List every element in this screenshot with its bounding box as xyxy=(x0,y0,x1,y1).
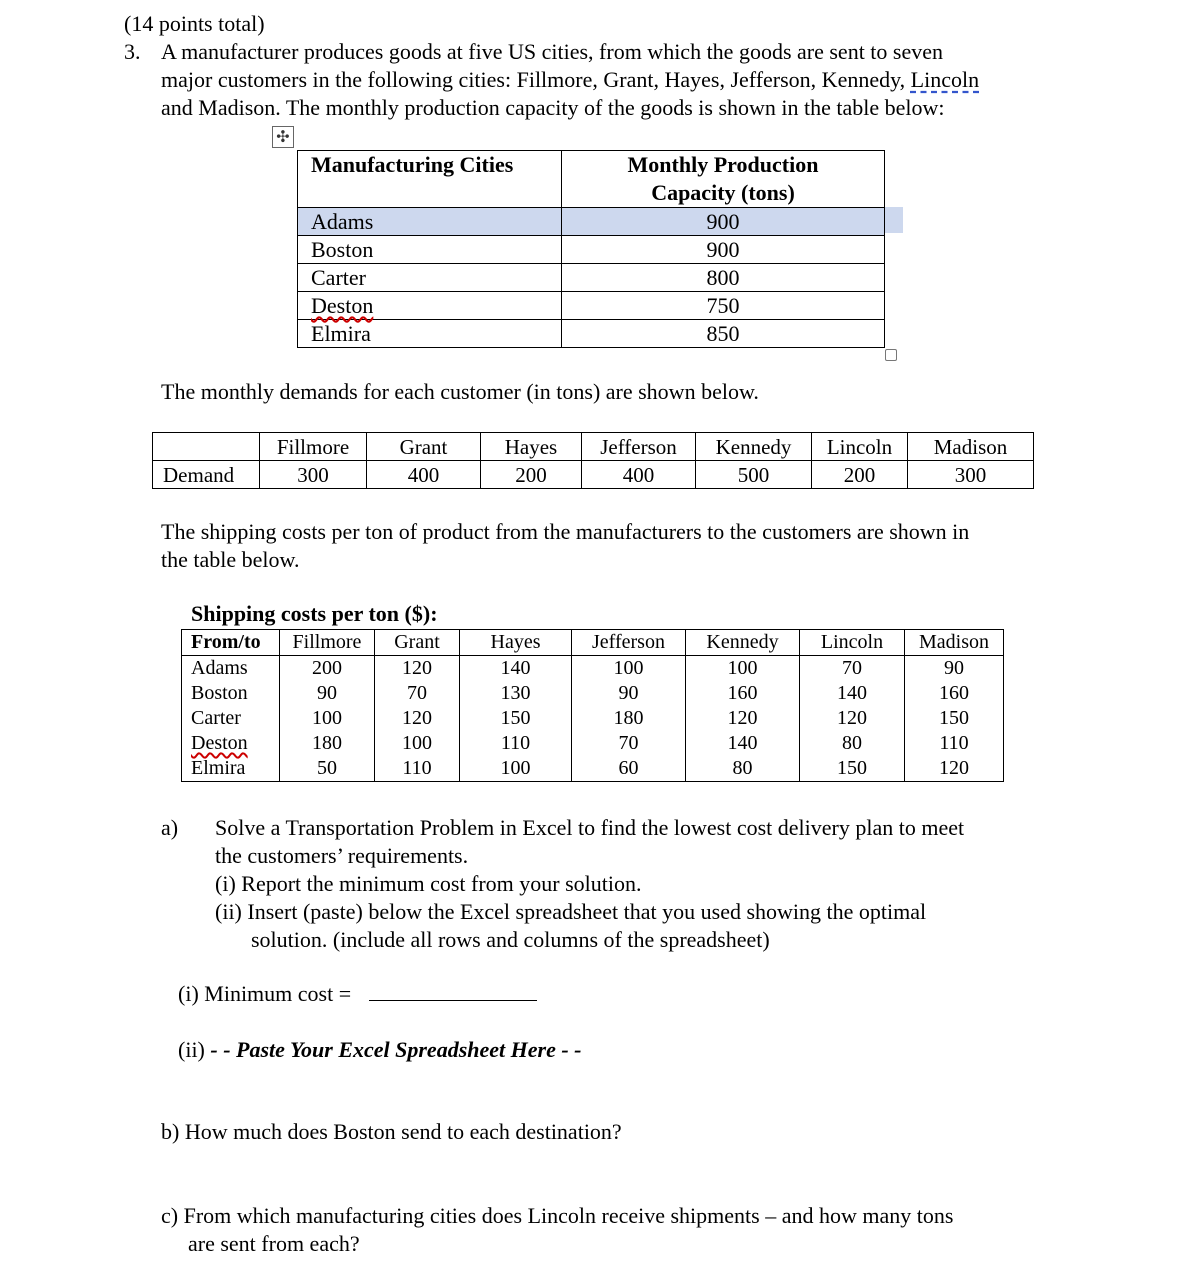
cost-cell[interactable]: 60 xyxy=(572,756,686,782)
shipping-intro-line-2: the table below. xyxy=(161,547,300,572)
city-cell[interactable] xyxy=(298,292,562,320)
shipping-table-title: Shipping costs per ton ($): xyxy=(191,601,438,626)
table-row xyxy=(182,756,1004,782)
cost-cell[interactable]: 180 xyxy=(280,731,375,756)
table-row xyxy=(182,706,1004,731)
shipping-header-row xyxy=(182,630,1004,656)
table-resize-handle[interactable] xyxy=(885,349,897,361)
demand-header-row xyxy=(153,433,1034,461)
shipping-header-cell[interactable]: Madison xyxy=(905,630,1004,656)
cost-cell[interactable]: 80 xyxy=(686,756,800,782)
cost-cell[interactable]: 90 xyxy=(280,681,375,706)
demand-table xyxy=(152,432,1034,489)
minimum-cost-answer xyxy=(178,980,537,1008)
cost-cell[interactable]: 70 xyxy=(572,731,686,756)
cost-cell[interactable]: 70 xyxy=(375,681,460,706)
problem-line-3: and Madison. The monthly production capacity of the goods is shown in the table below: xyxy=(161,95,945,120)
cost-cell[interactable]: 180 xyxy=(572,706,686,731)
cost-cell[interactable]: 160 xyxy=(686,681,800,706)
deston-spelling: Deston xyxy=(191,732,248,754)
from-city-cell[interactable]: Adams xyxy=(182,656,280,682)
shipping-header-cell[interactable]: Lincoln xyxy=(800,630,905,656)
cost-cell[interactable]: 50 xyxy=(280,756,375,782)
cost-cell[interactable]: 150 xyxy=(460,706,572,731)
demand-value-cell[interactable]: 200 xyxy=(481,461,582,489)
paste-prefix: (ii) xyxy=(178,1037,211,1062)
problem-line-2 xyxy=(161,66,979,94)
header-capacity-line-2: Capacity (tons) xyxy=(651,180,795,205)
table-row[interactable] xyxy=(298,292,885,320)
capacity-cell[interactable]: 850 xyxy=(562,320,885,348)
capacity-cell[interactable]: 750 xyxy=(562,292,885,320)
cost-cell[interactable]: 110 xyxy=(905,731,1004,756)
demand-value-cell[interactable]: 300 xyxy=(260,461,367,489)
shipping-costs-table xyxy=(181,629,1004,782)
problem-number: 3. xyxy=(124,39,141,64)
cost-cell[interactable]: 130 xyxy=(460,681,572,706)
from-city-cell[interactable]: Carter xyxy=(182,706,280,731)
header-capacity-line-1: Monthly Production xyxy=(627,152,819,177)
part-a-sub-ii-line-2: solution. (include all rows and columns of the spreadsheet) xyxy=(251,927,770,952)
cost-cell[interactable]: 90 xyxy=(905,656,1004,682)
demand-value-cell[interactable]: 400 xyxy=(367,461,481,489)
part-a-sub-i: (i) Report the minimum cost from your solution. xyxy=(215,871,642,896)
cost-cell[interactable]: 140 xyxy=(800,681,905,706)
lincoln-word: Lincoln xyxy=(910,67,980,92)
table-row[interactable] xyxy=(298,264,885,292)
cost-cell[interactable]: 100 xyxy=(572,656,686,682)
points-total: (14 points total) xyxy=(124,11,265,36)
production-capacity-table xyxy=(297,150,885,348)
capacity-cell[interactable]: 900 xyxy=(562,236,885,264)
customer-cell[interactable]: Fillmore xyxy=(260,433,367,461)
demand-intro: The monthly demands for each customer (in tons) are shown below. xyxy=(161,379,759,404)
paste-spreadsheet-line xyxy=(178,1036,582,1064)
table-row xyxy=(182,656,1004,682)
table-row xyxy=(182,731,1004,756)
part-a-line-1: Solve a Transportation Problem in Excel to find the lowest cost delivery plan to meet xyxy=(215,815,965,840)
part-c-line-1: c) From which manufacturing cities does Lincoln receive shipments – and how many tons xyxy=(161,1203,954,1228)
cost-cell[interactable]: 80 xyxy=(800,731,905,756)
shipping-header-cell[interactable]: Hayes xyxy=(460,630,572,656)
demand-corner-cell[interactable] xyxy=(153,433,260,461)
table-header-row xyxy=(298,151,885,208)
part-b-question: b) How much does Boston send to each destination? xyxy=(161,1119,622,1144)
cost-cell[interactable]: 90 xyxy=(572,681,686,706)
paste-spreadsheet-placeholder[interactable]: - - Paste Your Excel Spreadsheet Here - - xyxy=(210,1037,582,1062)
from-city-cell[interactable] xyxy=(182,731,280,756)
table-row[interactable] xyxy=(298,320,885,348)
demand-label-cell[interactable]: Demand xyxy=(153,461,260,489)
cost-cell[interactable]: 120 xyxy=(375,706,460,731)
table-row[interactable] xyxy=(298,208,885,236)
cost-cell[interactable]: 120 xyxy=(800,706,905,731)
city-cell[interactable]: Elmira xyxy=(298,320,562,348)
problem-line-1: A manufacturer produces goods at five US cities, from which the goods are sent to seven xyxy=(161,39,944,64)
problem-line-2-text: major customers in the following cities: Fillmore, Grant, Hayes, Jefferson, Kennedy, xyxy=(161,67,911,92)
cost-cell[interactable]: 150 xyxy=(800,756,905,782)
cost-cell[interactable]: 200 xyxy=(280,656,375,682)
cost-cell[interactable]: 150 xyxy=(905,706,1004,731)
minimum-cost-blank[interactable] xyxy=(369,980,537,1001)
customer-cell[interactable]: Madison xyxy=(908,433,1034,461)
city-cell[interactable]: Adams xyxy=(298,208,562,236)
customer-cell[interactable]: Kennedy xyxy=(696,433,812,461)
customer-cell[interactable]: Hayes xyxy=(481,433,582,461)
customer-cell[interactable]: Jefferson xyxy=(582,433,696,461)
customer-cell[interactable]: Grant xyxy=(367,433,481,461)
cost-cell[interactable]: 120 xyxy=(686,706,800,731)
shipping-intro-line-1: The shipping costs per ton of product from the manufacturers to the customers are shown in xyxy=(161,519,970,544)
capacity-cell[interactable]: 900 xyxy=(562,208,885,236)
customer-cell[interactable]: Lincoln xyxy=(812,433,908,461)
cost-cell[interactable]: 100 xyxy=(460,756,572,782)
shipping-header-cell[interactable]: Grant xyxy=(375,630,460,656)
from-to-header[interactable]: From/to xyxy=(182,630,280,656)
minimum-cost-label: (i) Minimum cost = xyxy=(178,981,352,1006)
part-a-sub-ii-line-1: (ii) Insert (paste) below the Excel spreadsheet that you used showing the optimal xyxy=(215,899,927,924)
cost-cell[interactable]: 70 xyxy=(800,656,905,682)
table-row xyxy=(182,681,1004,706)
cost-cell[interactable]: 120 xyxy=(905,756,1004,782)
table-move-icon[interactable]: ✣ xyxy=(272,126,294,148)
from-city-cell[interactable]: Boston xyxy=(182,681,280,706)
part-a-line-2: the customers’ requirements. xyxy=(215,843,469,868)
cost-cell[interactable]: 140 xyxy=(686,731,800,756)
city-cell[interactable]: Carter xyxy=(298,264,562,292)
cost-cell[interactable]: 100 xyxy=(375,731,460,756)
demand-value-cell[interactable]: 300 xyxy=(908,461,1034,489)
selection-highlight xyxy=(885,207,903,233)
cost-cell[interactable]: 110 xyxy=(460,731,572,756)
cost-cell[interactable]: 110 xyxy=(375,756,460,782)
capacity-cell[interactable]: 800 xyxy=(562,264,885,292)
deston-spelling: Deston xyxy=(311,293,374,318)
from-city-cell[interactable]: Elmira xyxy=(182,756,280,782)
city-cell[interactable]: Boston xyxy=(298,236,562,264)
header-manufacturing-cities: Manufacturing Cities xyxy=(298,151,562,208)
cost-cell[interactable]: 100 xyxy=(280,706,375,731)
shipping-header-cell[interactable]: Jefferson xyxy=(572,630,686,656)
demand-value-cell[interactable]: 200 xyxy=(812,461,908,489)
cost-cell[interactable]: 120 xyxy=(375,656,460,682)
demand-value-cell[interactable]: 400 xyxy=(582,461,696,489)
shipping-header-cell[interactable]: Fillmore xyxy=(280,630,375,656)
cost-cell[interactable]: 140 xyxy=(460,656,572,682)
cost-cell[interactable]: 100 xyxy=(686,656,800,682)
cost-cell[interactable]: 160 xyxy=(905,681,1004,706)
demand-value-cell[interactable]: 500 xyxy=(696,461,812,489)
header-monthly-capacity xyxy=(562,151,885,208)
table-row[interactable] xyxy=(298,236,885,264)
part-c-line-2: are sent from each? xyxy=(188,1231,360,1256)
part-a-label: a) xyxy=(161,815,179,840)
demand-values-row xyxy=(153,461,1034,489)
shipping-header-cell[interactable]: Kennedy xyxy=(686,630,800,656)
